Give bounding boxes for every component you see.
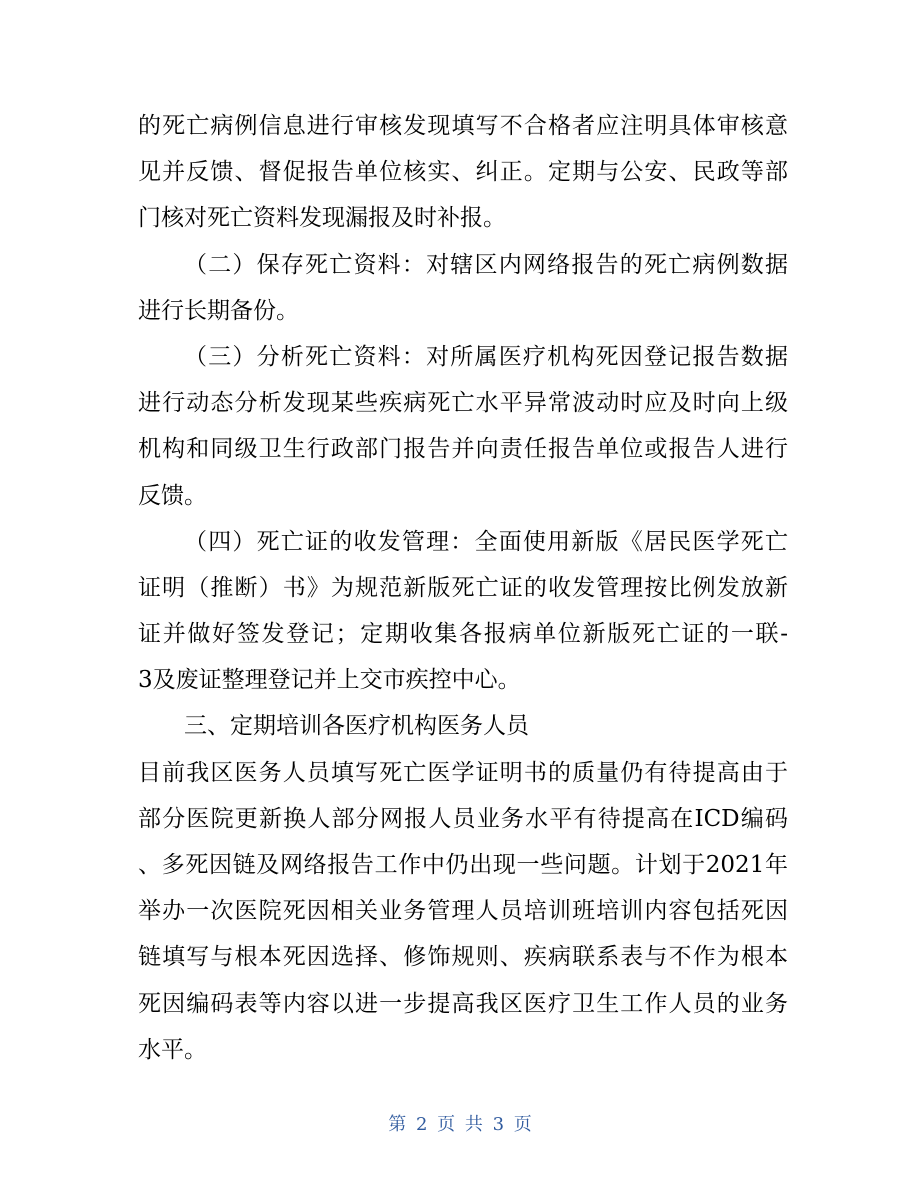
text-line: 3及废证整理登记并上交市疾控中心。 [138,667,521,694]
text-line: 死因编码表等内容以进一步提高我区医疗卫生工作人员的业务 [138,990,788,1017]
text-line: 目前我区医务人员填写死亡医学证明书的质量仍有待提高由于 [138,759,788,786]
section-title: 三、定期培训各医疗机构医务人员 [184,713,529,740]
text-line: 链填写与根本死因选择、修饰规则、疾病联系表与不作为根本 [138,944,788,971]
text-line: 部分医院更新换人部分网报人员业务水平有待提高在ICD编码 [138,805,788,832]
text-line: 水平。 [138,1036,207,1063]
text-line: 证明（推断）书》为规范新版死亡证的收发管理按比例发放新 [138,574,788,601]
document-body [138,103,788,1073]
text-line: 证并做好签发登记；定期收集各报病单位新版死亡证的一联- [138,621,788,648]
text-line: 进行长期备份。 [138,297,299,324]
text-line: 举办一次医院死因相关业务管理人员培训班培训内容包括死因 [138,898,788,925]
section-heading-line: （三）分析死亡资料：对所属医疗机构死因登记报告数据 [184,343,788,370]
text-line: 、多死因链及网络报告工作中仍出现一些问题。计划于2021年 [138,852,788,878]
section-heading-line: （四）死亡证的收发管理：全面使用新版《居民医学死亡 [184,528,788,555]
text-line: 进行动态分析发现某些疾病死亡水平异常波动时应及时向上级 [138,390,788,417]
text-line: 见并反馈、督促报告单位核实、纠正。定期与公安、民政等部 [138,159,788,186]
text-line: 机构和同级卫生行政部门报告并向责任报告单位或报告人进行 [138,436,788,463]
page-number-footer: 第 2 页 共 3 页 [388,1114,532,1135]
section-heading-line: （二）保存死亡资料：对辖区内网络报告的死亡病例数据 [184,251,788,278]
text-line: 门核对死亡资料发现漏报及时补报。 [138,205,506,232]
text-line: 的死亡病例信息进行审核发现填写不合格者应注明具体审核意 [138,113,788,139]
text-line: 反馈。 [138,482,207,509]
